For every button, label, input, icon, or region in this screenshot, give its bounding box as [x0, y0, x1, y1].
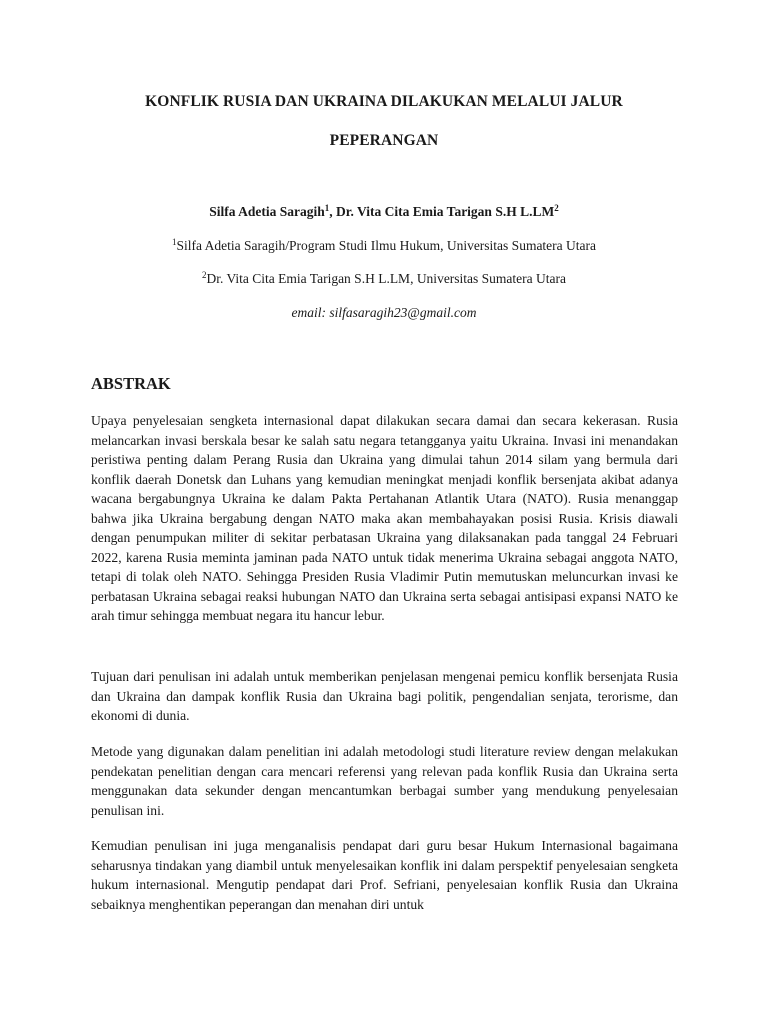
author-2-name: Dr. Vita Cita Emia Tarigan S.H L.LM: [336, 204, 555, 219]
paper-title-line-2: PEPERANGAN: [329, 132, 439, 149]
abstract-paragraph-2: Tujuan dari penulisan ini adalah untuk memberikan penjelasan mengenai pemicu konflik bersenjata Rusia dan Ukraina dan dampak konflik Rusia dan Ukraina bagi politik, pengendalian senjata, terorisme, dan ekonomi di dunia.: [91, 669, 678, 723]
affiliation-1-text: Silfa Adetia Saragih/Program Studi Ilmu Hukum, Universitas Sumatera Utara: [176, 238, 597, 253]
abstract-heading: ABSTRAK: [91, 374, 171, 393]
author-email: email: silfasaragih23@gmail.com: [291, 305, 477, 320]
affiliation-2-text: Dr. Vita Cita Emia Tarigan S.H L.LM, Universitas Sumatera Utara: [206, 271, 567, 286]
author-2-superscript: 2: [554, 203, 559, 213]
paper-title-line-1: KONFLIK RUSIA DAN UKRAINA DILAKUKAN MELALUI JALUR: [145, 93, 623, 110]
affiliation-2: [60, 271, 708, 287]
author-1-superscript: 1: [324, 203, 330, 213]
affiliation-2-superscript: 2: [201, 270, 207, 280]
affiliation-1-superscript: 1: [171, 237, 177, 247]
abstract-paragraph-4: Kemudian penulisan ini juga menganalisis pendapat dari guru besar Hukum Internasional bagaimana seharusnya tindakan yang diambil untuk menyelesaikan konflik ini dalam perspektif penyelesaian sengketa hukum internasional. Mengutip pendapat dari Prof. Sefriani, penyelesaian konflik Rusia dan Ukraina sebaiknya menghentikan peperangan dan menahan diri untuk: [91, 838, 678, 912]
author-1-name: Silfa Adetia Saragih: [209, 204, 325, 219]
abstract-paragraph-3: Metode yang digunakan dalam penelitian ini adalah metodologi studi literature review dengan melakukan pendekatan penelitian dengan cara mencari referensi yang relevan pada konflik Rusia dan Ukraina serta menggunakan data sekunder dengan mencantumkan berbagai sumber yang mendukung penyelesaian penulisan ini.: [91, 744, 678, 818]
author-separator: ,: [329, 204, 337, 219]
author-list: [60, 204, 708, 220]
abstract-paragraph-1: Upaya penyelesaian sengketa internasional dapat dilakukan secara damai dan secara kekerasan. Rusia melancarkan invasi berskala besar ke salah satu negara tetangganya yaitu Ukraina. Invasi ini menandakan peristiwa penting dalam Perang Rusia dan Ukraina yang dimulai tahun 2014 silam yang bermula dari konflik daerah Donetsk dan Luhans yang kemudian meningkat menjadi konflik bersenjata akibat adanya wacana bergabungnya Ukraina ke dalam Pakta Pertahanan Atlantik Utara (NATO). Rusia menanggap bahwa jika Ukraina bergabung dengan NATO maka akan membahayakan posisi Rusia. Krisis diawali dengan penumpukan militer di sekitar perbatasan Ukraina yang dilaksanakan pada tanggal 24 Februari 2022, karena Rusia meminta jaminan pada NATO untuk tidak menerima Ukraina sebagai anggota NATO, tetapi di tolak oleh NATO. Sehingga Presiden Rusia Vladimir Putin memutuskan meluncurkan invasi ke perbatasan Ukraina sebagai reaksi hubungan NATO dan Ukraina serta sebagai antisipasi expansi NATO ke arah timur sehingga membuat negara itu hancur lebur.: [91, 413, 678, 623]
affiliation-1: [60, 238, 708, 254]
